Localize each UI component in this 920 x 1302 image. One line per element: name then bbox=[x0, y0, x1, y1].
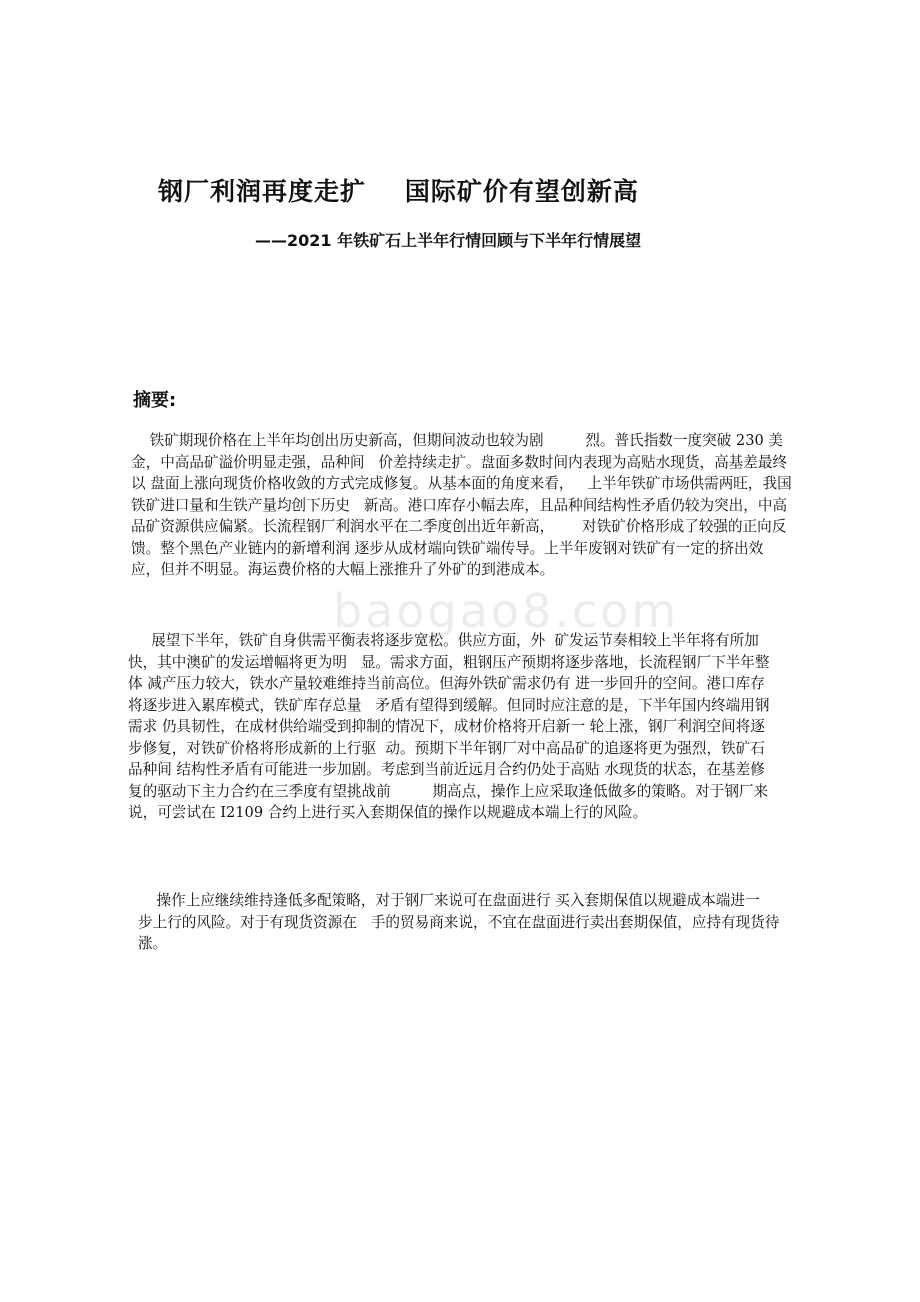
text-line: 复的驱动下主力合约在三季度有望挑战前 期高点，操作上应采取逢低做多的策略。对于钢厂来 bbox=[128, 782, 769, 800]
text-line: 品种间 结构性矛盾有可能进一步加剧。考虑到当前近远月合约仍处于高贴 水现货的状态，在基差修 bbox=[128, 761, 765, 778]
text-line: 需求 仍具韧性，在成材供给端受到抑制的情况下，成材价格将开启新一 轮上涨，钢厂利润空间将逐 bbox=[128, 718, 765, 735]
document-subtitle: ——2021 年铁矿石上半年行情回顾与下半年行情展望 bbox=[255, 231, 642, 250]
text-line: 操作上应继续维持逢低多配策略，对于钢厂来说可在盘面进行 买入套期保值以规避成本端进一 bbox=[138, 892, 760, 909]
text-line: 步上行的风险。对于有现货资源在 手的贸易商来说，不宜在盘面进行卖出套期保值，应持有现货待 bbox=[138, 913, 780, 931]
document-title: 钢厂利润再度走扩 国际矿价有望创新高 bbox=[158, 177, 639, 206]
text-line: 步修复，对铁矿价格将形成新的上行驱 动。预期下半年钢厂对中高品矿的追逐将更为强烈，铁矿石 bbox=[128, 739, 765, 757]
watermark: baogao8.com bbox=[333, 584, 680, 638]
text-line: 金，中高品矿溢价明显走强，品种间 价差持续走扩。盘面多数时间内表现为高贴水现货，高基差最终 bbox=[131, 453, 788, 471]
text-line: 展望下半年，铁矿自身供需平衡表将逐步宽松。供应方面，外 矿发运节奏相较上半年将有所加 bbox=[128, 632, 759, 649]
text-line: 馈。整个黑色产业链内的新增利润 逐步从成材端向铁矿端传导。上半年废钢对铁矿有一定的挤出效 bbox=[131, 539, 764, 557]
text-line: 以 盘面上涨向现货价格收敛的方式完成修复。从基本面的角度来看， 上半年铁矿市场供需两旺，我国 bbox=[131, 475, 792, 492]
abstract-heading: 摘要: bbox=[133, 390, 177, 411]
text-line: 说，可尝试在 I2109 合约上进行买入套期保值的操作以规避成本端上行的风险。 bbox=[128, 804, 648, 821]
abstract-paragraph-1 bbox=[131, 430, 833, 581]
text-line: 品矿资源供应偏紧。长流程钢厂利润水平在二季度创出近年新高， 对铁矿价格形成了较强的正向反 bbox=[131, 518, 787, 535]
text-line: 快，其中澳矿的发运增幅将更为明 显。需求方面，粗钢压产预期将逐步落地，长流程钢厂下半年整 bbox=[128, 653, 770, 671]
text-line: 铁矿进口量和生铁产量均创下历史 新高。港口库存小幅去库，且品种间结构性矛盾仍较为突出，中高 bbox=[131, 496, 788, 514]
abstract-paragraph-3 bbox=[138, 890, 840, 955]
text-line: 应，但并不明显。海运费价格的大幅上涨推升了外矿的到港成本。 bbox=[131, 561, 555, 578]
text-line: 将逐步进入累库模式，铁矿库存总量 矛盾有望得到缓解。但同时应注意的是，下半年国内终端用钢 bbox=[128, 696, 770, 714]
text-line: 体 减产压力较大，铁水产量较难维持当前高位。但海外铁矿需求仍有 进一步回升的空间。港口库存 bbox=[128, 675, 765, 692]
text-line: 铁矿期现价格在上半年均创出历史新高，但期间波动也较为剧 烈。普氏指数一度突破 230 美 bbox=[131, 432, 784, 449]
text-line: 涨。 bbox=[138, 935, 168, 952]
abstract-paragraph-2 bbox=[128, 630, 830, 824]
